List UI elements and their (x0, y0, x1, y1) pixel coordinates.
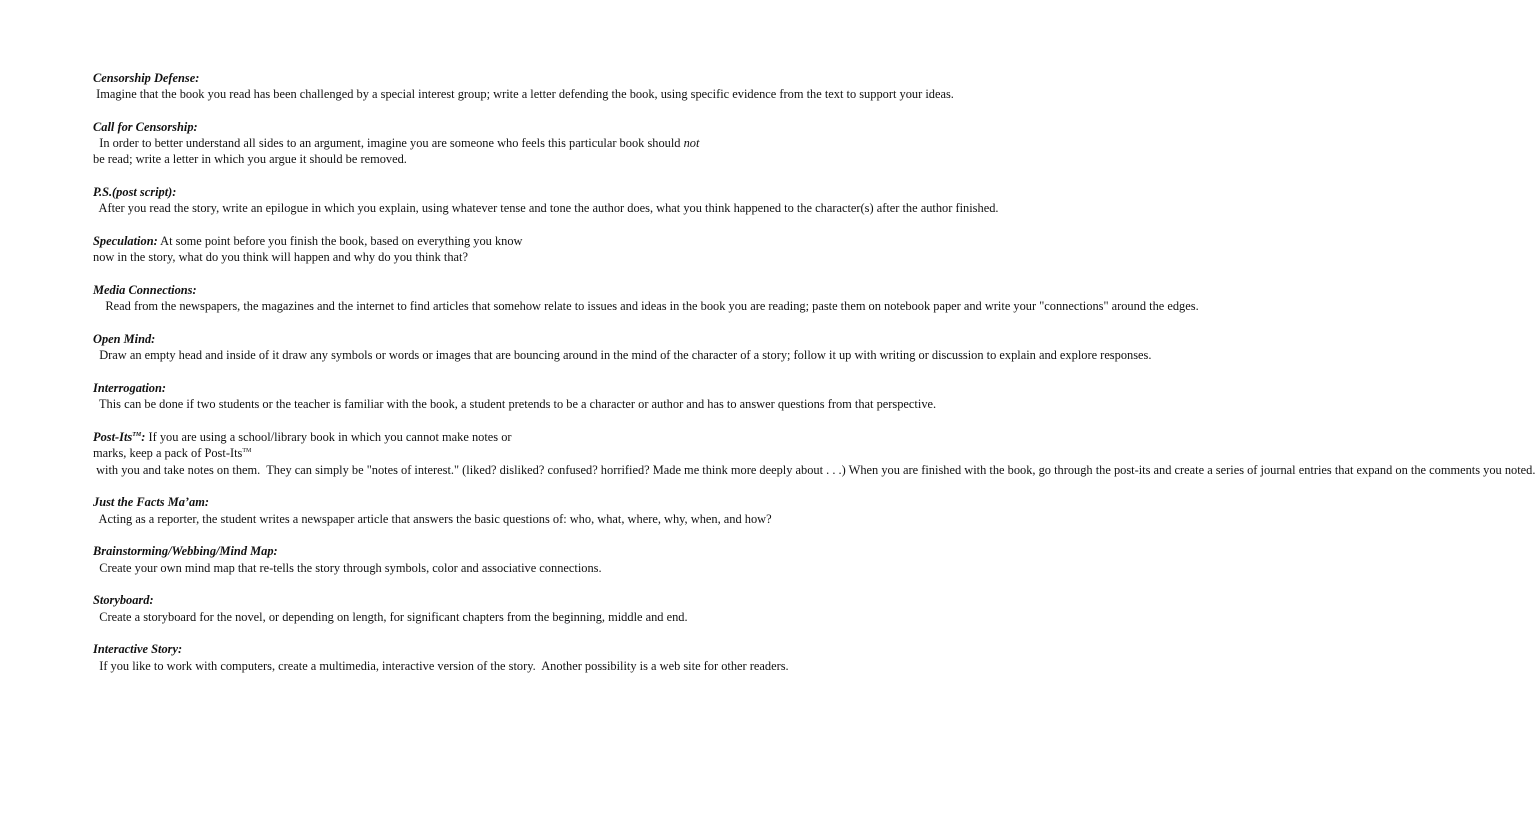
entry-term: Interactive Story: (93, 642, 183, 657)
entry-text: with you and take notes on them. They can simply be "notes of interest." (liked? disliked? confused? horrified? Made me think more deeply about . . .) When you are finished with the book, go through the post-its and create a series of journal entries that expand on the comments you noted. (93, 462, 1535, 477)
entry-storyboard (93, 592, 688, 624)
entry-post-its (93, 429, 1535, 478)
entry-censorship-defense (93, 70, 954, 102)
entry-term: Interrogation: (93, 381, 166, 396)
entry-speculation (93, 233, 545, 265)
entry-text: Acting as a reporter, the student writes a newspaper article that answers the basic questions of: who, what, where, why, when, and how? (93, 511, 772, 526)
entry-text: Imagine that the book you read has been challenged by a special interest group; write a letter defending the book, using specific evidence from the text to support your ideas. (93, 87, 954, 102)
entry-text: Draw an empty head and inside of it draw any symbols or words or images that are bouncing around in the mind of the character of a story; follow it up with writing or discussion to explain and explore responses. (93, 348, 1152, 363)
trademark-mark: TM (242, 448, 252, 455)
entry-term: Just the Facts Ma’am: (93, 495, 209, 510)
activity-list (93, 70, 1535, 690)
entry-term-colon: : (141, 430, 146, 445)
entry-term: Censorship Defense: (93, 71, 200, 85)
entry-term: Brainstorming/Webbing/Mind Map: (93, 544, 278, 559)
entry-text: Create a storyboard for the novel, or depending on length, for significant chapters from the beginning, middle and end. (93, 609, 688, 624)
entry-term: Media Connections: (93, 283, 197, 298)
entry-text: be read; write a letter in which you argue it should be removed. (93, 152, 407, 167)
entry-media-connections (93, 282, 1199, 314)
entry-term: Call for Censorship: (93, 120, 198, 134)
entry-text: If you are using a school/library book in which you cannot make notes or marks, keep a pack of Post-Its (93, 430, 512, 461)
entry-text: If you like to work with computers, create a multimedia, interactive version of the story. Another possibility is a web site for other readers. (93, 658, 789, 673)
entry-term (93, 430, 145, 444)
entry-interactive-story (93, 641, 789, 673)
entry-text: In order to better understand all sides to an argument, imagine you are someone who feels this particular book should (93, 136, 684, 151)
trademark-mark: TM (132, 432, 142, 439)
entry-text: After you read the story, write an epilogue in which you explain, using whatever tense and tone the author does, what you think happened to the character(s) after the author finished. (93, 201, 999, 216)
entry-term: Speculation: (93, 234, 158, 249)
entry-text: Create your own mind map that re-tells the story through symbols, color and associative connections. (93, 560, 602, 575)
entry-just-the-facts (93, 494, 772, 526)
entry-text: At some point before you finish the book, based on everything you know now in the story, what do you think will happen and why do you think that? (93, 234, 523, 265)
entry-term: Storyboard: (93, 593, 154, 608)
entry-text: Read from the newspapers, the magazines and the internet to find articles that somehow relate to issues and ideas in the book you are reading; paste them on notebook paper and write your "connections" around the edges. (93, 299, 1199, 314)
entry-interrogation (93, 380, 937, 412)
entry-term: Open Mind: (93, 332, 156, 347)
entry-text: This can be done if two students or the teacher is familiar with the book, a student pretends to be a character or author and has to answer questions from that perspective. (93, 397, 937, 412)
entry-term: P.S.(post script): (93, 185, 177, 200)
entry-brainstorming (93, 543, 602, 575)
entry-text-emphasis: not (683, 136, 700, 151)
entry-post-script (93, 184, 999, 216)
entry-term-name: Post-Its (93, 430, 133, 445)
entry-call-for-censorship (93, 119, 700, 168)
entry-open-mind (93, 331, 1152, 363)
